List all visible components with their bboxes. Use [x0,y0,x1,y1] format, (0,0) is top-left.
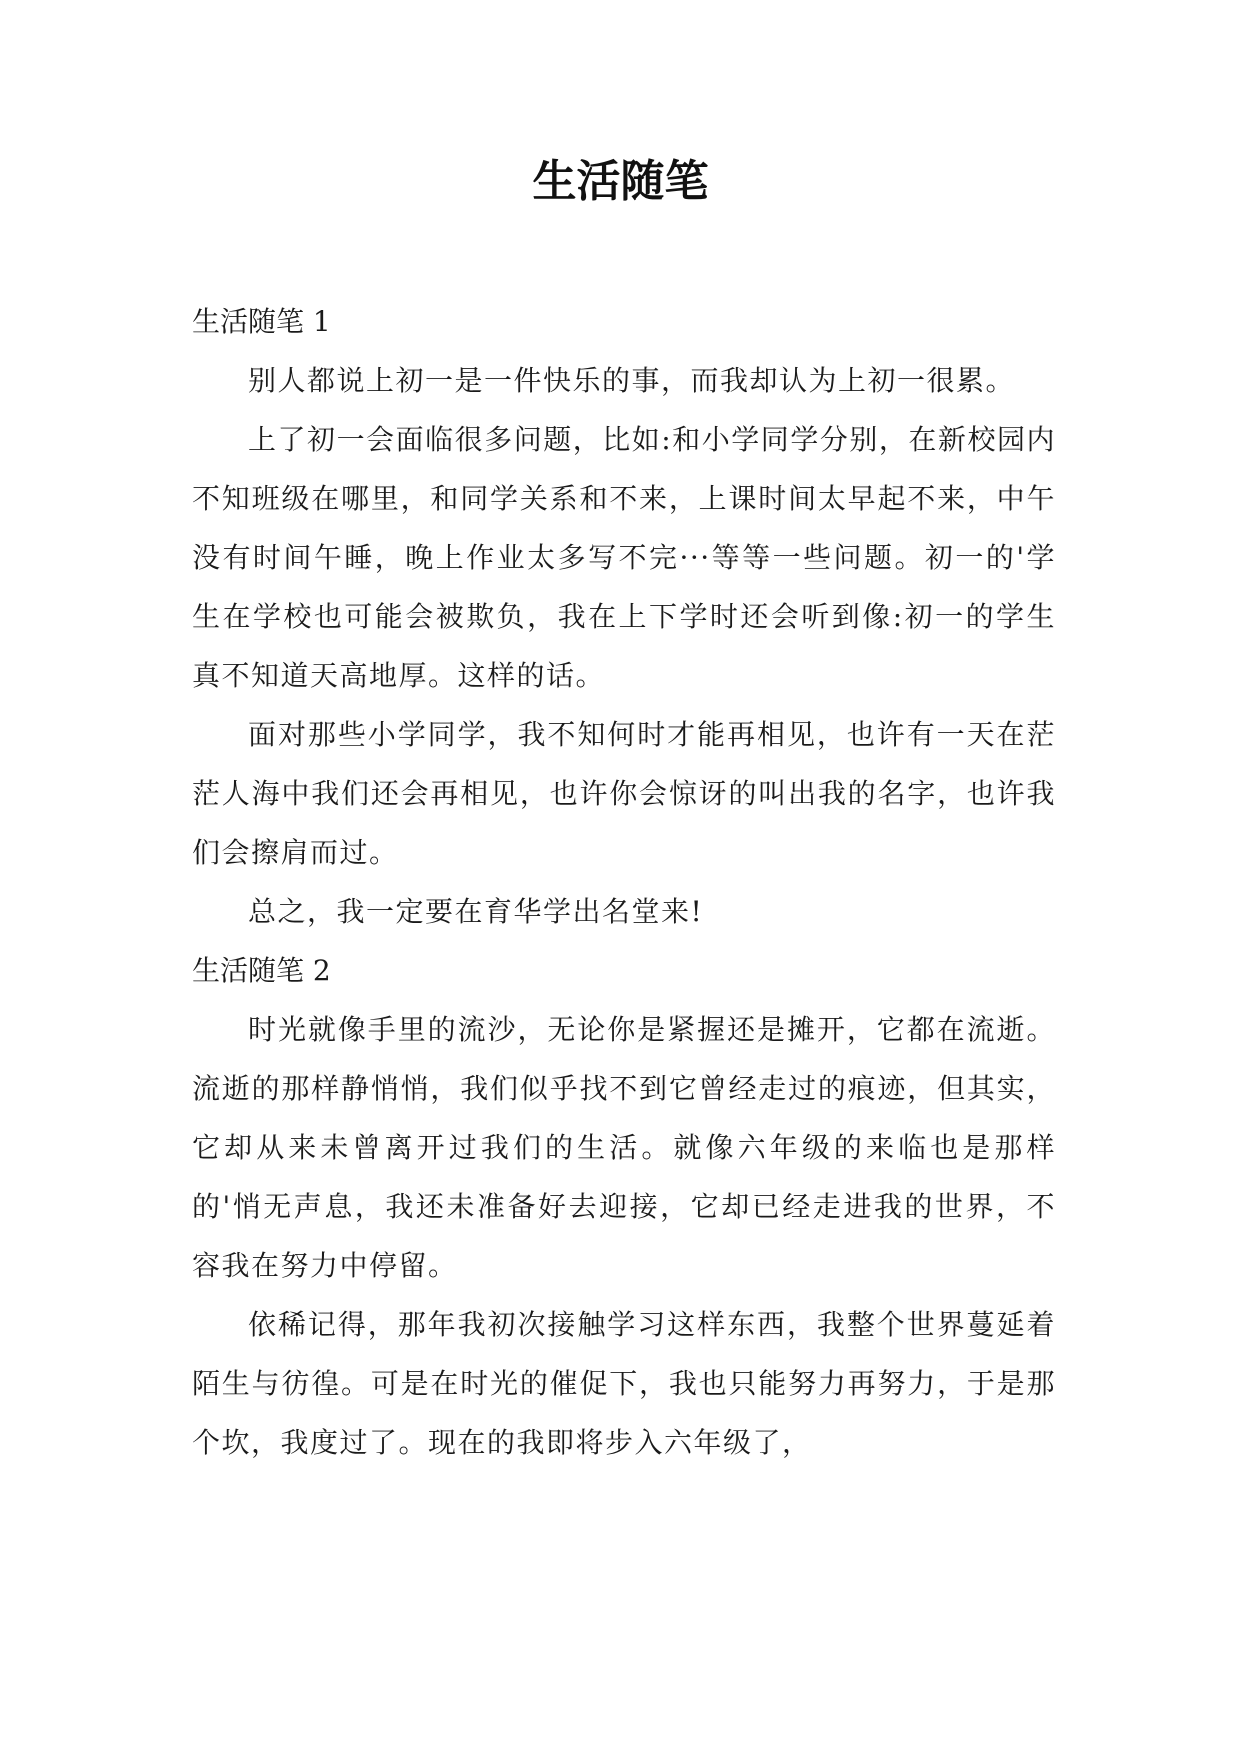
section-heading: 生活随笔 1 [192,305,331,338]
essay-section-2 [192,941,1056,1472]
document-body [192,292,1056,1472]
paragraph: 依稀记得，那年我初次接触学习这样东西，我整个世界蔓延着陌生与彷徨。可是在时光的催促下，我也只能努力再努力，于是那个坎，我度过了。现在的我即将步入六年级了， [192,1308,1056,1459]
paragraph: 上了初一会面临很多问题，比如:和小学同学分别，在新校园内不知班级在哪里，和同学关系和不来，上课时间太早起不来，中午没有时间午睡，晚上作业太多写不完···等等一些问题。初一的'学生在学校也可能会被欺负，我在上下学时还会听到像:初一的学生真不知道天高地厚。这样的话。 [192,423,1056,692]
section-heading: 生活随笔 2 [192,954,331,987]
paragraph: 总之，我一定要在育华学出名堂来! [248,895,704,928]
paragraph: 别人都说上初一是一件快乐的事，而我却认为上初一很累。 [248,364,1016,397]
paragraph: 时光就像手里的流沙，无论你是紧握还是摊开，它都在流逝。流逝的那样静悄悄，我们似乎找不到它曾经走过的痕迹，但其实，它却从来未曾离开过我们的生活。就像六年级的来临也是那样的'悄无声息，我还未准备好去迎接，它却已经走进我的世界，不容我在努力中停留。 [192,1013,1056,1282]
essay-section-1 [192,292,1056,941]
document-title: 生活随笔 [532,156,709,207]
paragraph: 面对那些小学同学，我不知何时才能再相见，也许有一天在茫茫人海中我们还会再相见，也许你会惊讶的叫出我的名字，也许我们会擦肩而过。 [192,718,1056,869]
